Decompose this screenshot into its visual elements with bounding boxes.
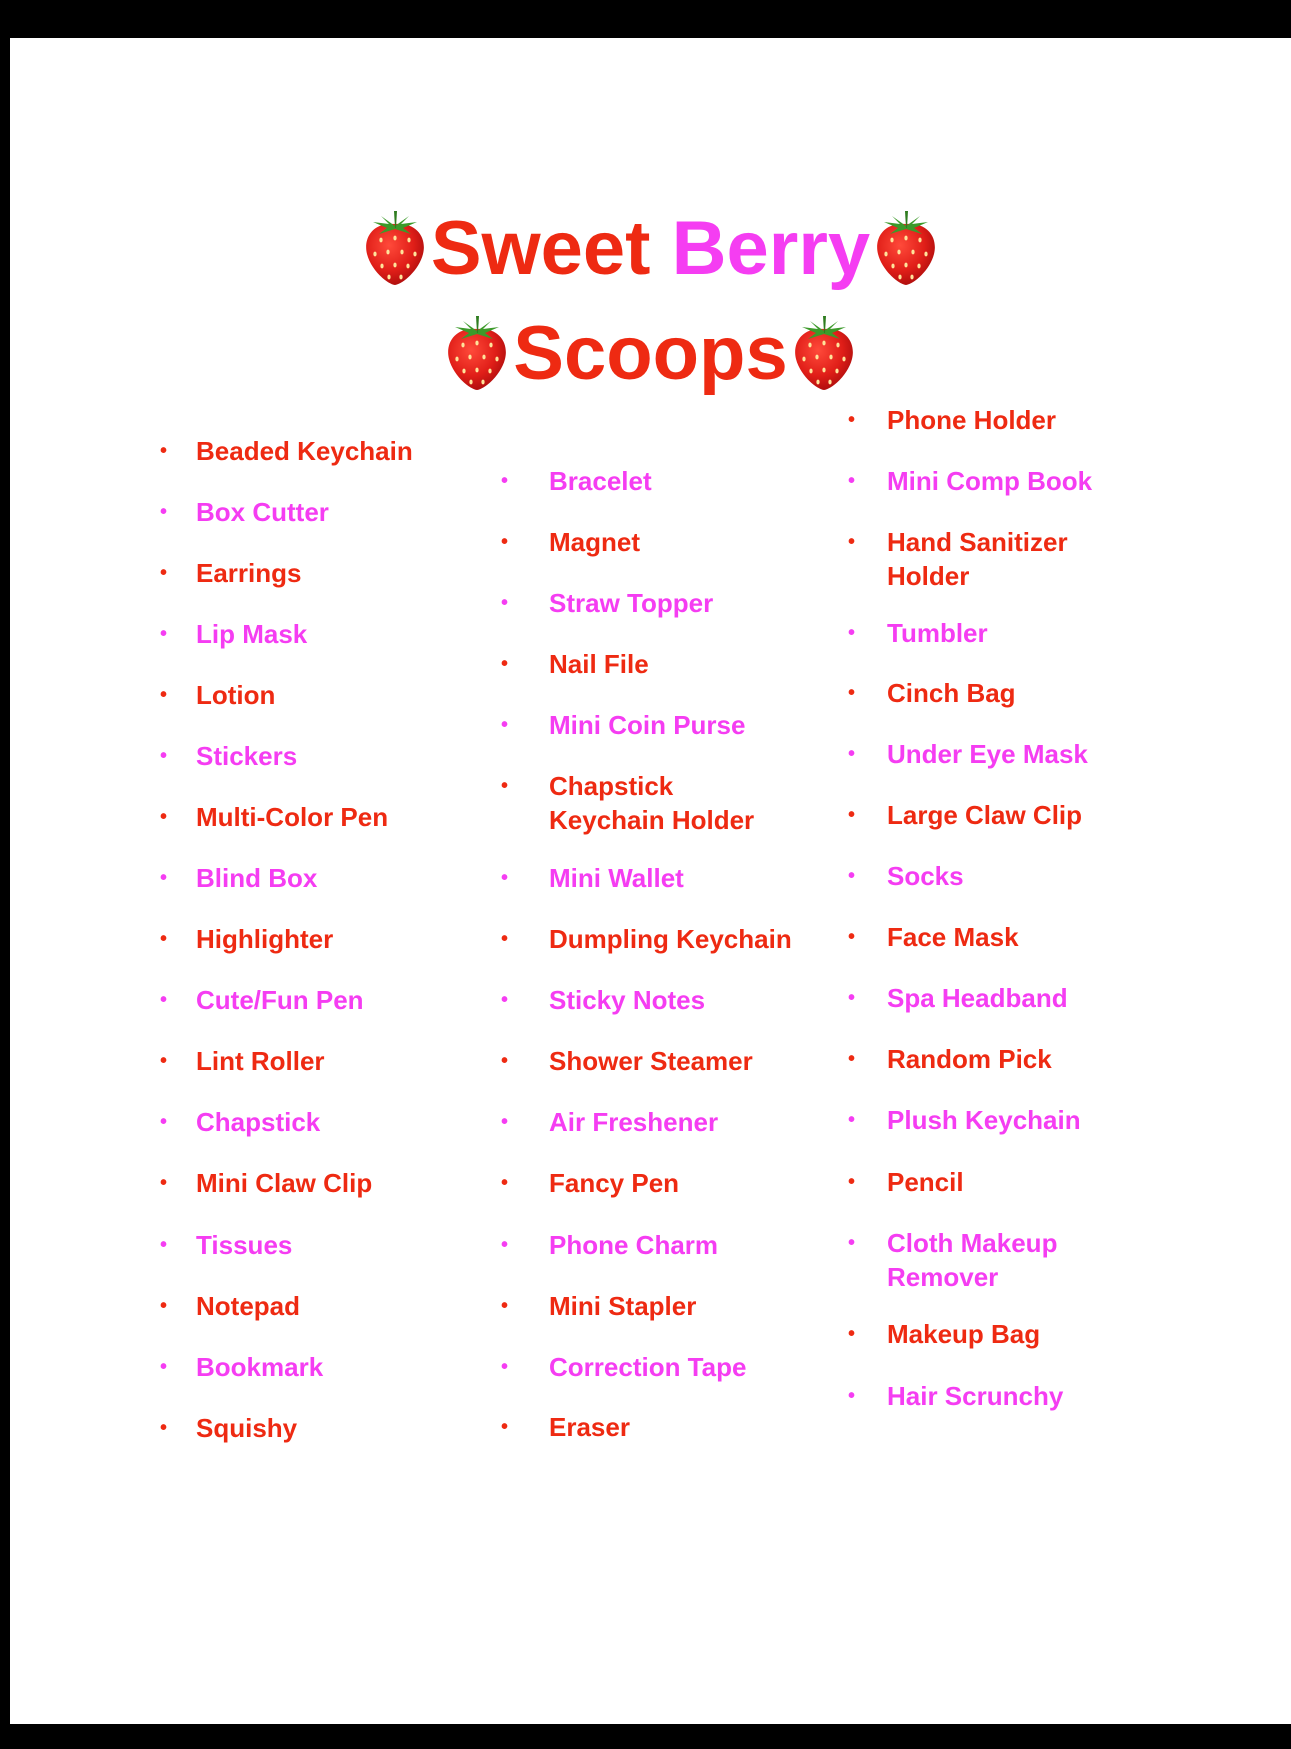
bullet-icon: • [848,682,856,704]
list-item-label-line-2: Keychain Holder [549,805,755,835]
list-item-label: Phone Holder [887,405,1057,435]
list-item-label: Lip Mask [196,619,308,649]
title-line-2 [10,311,1291,396]
bullet-icon: • [501,714,509,736]
list-item-label: Cinch Bag [887,678,1016,708]
list-item-label: Mini Stapler [549,1291,697,1321]
bullet-icon: • [848,470,856,492]
bullet-icon: • [848,865,856,887]
list-item-label: Phone Charm [549,1230,719,1260]
list-item-label: Tissues [196,1230,293,1260]
bullet-icon: • [848,409,856,431]
list-item-label: Stickers [196,741,298,771]
list-item-label: Tumbler [887,618,988,648]
list-item-label: Face Mask [887,922,1019,952]
list-item-label: Mini Coin Purse [549,710,746,740]
list-item-label: Notepad [196,1291,300,1321]
list-item-label: Cute/Fun Pen [196,985,364,1015]
strawberry-icon [788,313,860,391]
bullet-icon: • [160,684,168,706]
bullet-icon: • [501,867,509,889]
bullet-icon: • [501,1234,509,1256]
bullet-icon: • [160,867,168,889]
bullet-icon: • [848,1323,856,1345]
bullet-icon: • [848,804,856,826]
bullet-icon: • [160,1356,168,1378]
list-item-label-line-2: Holder [887,561,970,591]
list-item-label: Box Cutter [196,497,329,527]
bullet-icon: • [160,745,168,767]
bullet-icon: • [160,440,168,462]
bullet-icon: • [501,1356,509,1378]
bullet-icon: • [848,1048,856,1070]
bullet-icon: • [501,928,509,950]
list-item-label: Makeup Bag [887,1319,1041,1349]
list-item-label: Multi-Color Pen [196,802,389,832]
list-item-label: Earrings [196,558,302,588]
list-item-label: Socks [887,861,964,891]
bullet-icon: • [501,531,509,553]
list-item-label: Squishy [196,1413,298,1443]
strawberry-icon [441,313,513,391]
list-item-label: Chapstick [196,1107,321,1137]
list-item-label: Mini Claw Clip [196,1168,373,1198]
bullet-icon: • [160,1111,168,1133]
bullet-icon: • [501,653,509,675]
list-item-label: Chapstick [549,771,674,801]
list-item-label: Blind Box [196,863,318,893]
bullet-icon: • [848,1385,856,1407]
list-item-label: Sticky Notes [549,985,706,1015]
strawberry-icon [870,208,942,286]
bullet-icon: • [501,1295,509,1317]
list-item-label: Nail File [549,649,649,679]
bullet-icon: • [848,743,856,765]
bullet-icon: • [501,1172,509,1194]
bullet-icon: • [501,989,509,1011]
list-item-label: Hand Sanitizer [887,527,1068,557]
title-word-sweet: Sweet [430,206,651,291]
list-item-label: Dumpling Keychain [549,924,792,954]
list-item-label: Bookmark [196,1352,324,1382]
bullet-icon: • [160,1295,168,1317]
list-item-label: Mini Wallet [549,863,684,893]
list-item-label: Lotion [196,680,276,710]
bullet-icon: • [160,562,168,584]
list-item-label: Highlighter [196,924,334,954]
list-item-label: Mini Comp Book [887,466,1093,496]
bullet-icon: • [501,1050,509,1072]
list-item-label: Bracelet [549,466,652,496]
list-item-label: Air Freshener [549,1107,719,1137]
list-item-label: Cloth Makeup [887,1228,1058,1258]
list-item-label: Lint Roller [196,1046,325,1076]
list-item-label: Plush Keychain [887,1105,1081,1135]
list-item-label: Shower Steamer [549,1046,753,1076]
bullet-icon: • [501,775,509,797]
list-item-label: Pencil [887,1167,964,1197]
list-item-label: Fancy Pen [549,1168,680,1198]
bullet-icon: • [848,531,856,553]
bullet-icon: • [160,1234,168,1256]
bullet-icon: • [501,470,509,492]
bullet-icon: • [160,989,168,1011]
bullet-icon: • [501,592,509,614]
list-item-label: Straw Topper [549,588,714,618]
bullet-icon: • [848,1232,856,1254]
title-word-berry: Berry [671,206,871,291]
title-word-scoops: Scoops [513,311,788,396]
bullet-icon: • [160,1417,168,1439]
bullet-icon: • [848,987,856,1009]
bullet-icon: • [848,926,856,948]
bullet-icon: • [848,1171,856,1193]
list-item-label: Spa Headband [887,983,1068,1013]
bullet-icon: • [160,501,168,523]
list-item-label: Eraser [549,1412,630,1442]
bullet-icon: • [160,1172,168,1194]
list-item-label: Under Eye Mask [887,739,1088,769]
bullet-icon: • [501,1416,509,1438]
list-item-label: Correction Tape [549,1352,747,1382]
list-item-label: Hair Scrunchy [887,1381,1064,1411]
list-item-label: Large Claw Clip [887,800,1083,830]
bullet-icon: • [160,623,168,645]
bullet-icon: • [160,928,168,950]
bullet-icon: • [160,1050,168,1072]
bullet-icon: • [848,622,856,644]
menu-page [10,38,1291,1724]
list-item-label: Magnet [549,527,640,557]
bullet-icon: • [848,1109,856,1131]
list-item-label: Random Pick [887,1044,1052,1074]
bullet-icon: • [160,806,168,828]
list-item-label-line-2: Remover [887,1262,999,1292]
bullet-icon: • [501,1111,509,1133]
list-item-label: Beaded Keychain [196,436,413,466]
title-line-1 [10,206,1291,291]
strawberry-icon [359,208,431,286]
